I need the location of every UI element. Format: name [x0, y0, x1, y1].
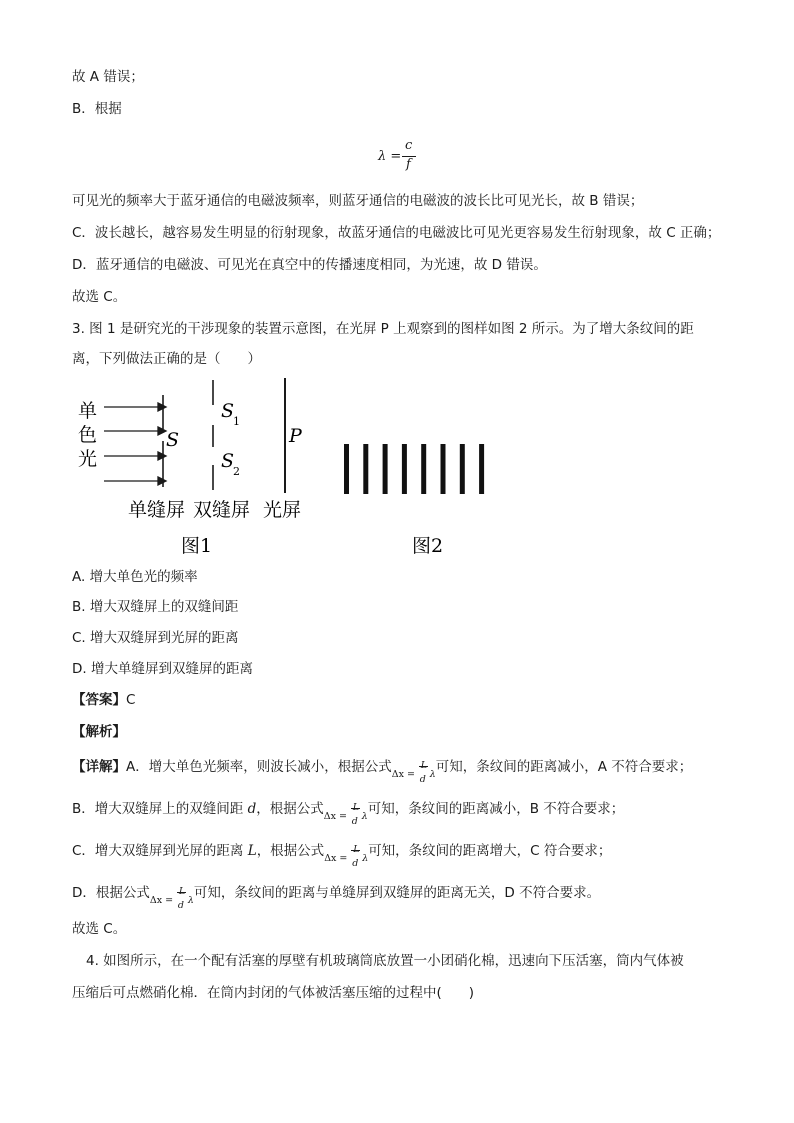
detail-b-text3: 可知，条纹间的距离减小，B 不符合要求； — [367, 801, 625, 817]
formula-denominator: d — [419, 774, 426, 785]
detail-c-text: C．增大双缝屏到光屏的距离 — [72, 843, 248, 859]
formula-lhs: Δx = — [324, 853, 348, 864]
bright-fringe — [460, 444, 465, 494]
slit-s1-subscript: 1 — [233, 415, 240, 428]
light-label-char: 色 — [78, 424, 98, 446]
formula-numerator: L — [178, 886, 186, 897]
formula-lambda: λ — [429, 769, 436, 780]
text-line: C．波长越长，越容易发生明显的衍射现象，故蓝牙通信的电磁波比可见光更容易发生衍射现象，故 C 正确； — [72, 225, 721, 241]
answer-value: C — [126, 692, 136, 708]
detail-a-text2: 可知，条纹间的距离减小，A 不符合要求； — [435, 759, 693, 775]
formula-lhs: λ = — [378, 149, 402, 164]
detail-d-text2: 可知，条纹间的距离与单缝屏到双缝屏的距离无关，D 不符合要求。 — [193, 885, 601, 901]
analysis-tag-text: 【解析】 — [72, 724, 126, 740]
bright-fringe — [383, 444, 388, 494]
question-3-line2: 离，下列做法正确的是（ ） — [72, 351, 261, 367]
formula-numerator: L — [420, 760, 428, 771]
option-b: B. 增大双缝屏上的双缝间距 — [72, 599, 239, 615]
figure-1-caption: 图1 — [181, 535, 213, 557]
fringe-spacing-formula — [324, 838, 369, 869]
bright-fringe — [441, 444, 446, 494]
label-light-screen: 光屏 — [263, 499, 302, 521]
text-line: D．蓝牙通信的电磁波、可见光在真空中的传播速度相同，为光速，故 D 错误。 — [72, 257, 547, 273]
question-3-line1: 3. 图 1 是研究光的干涉现象的装置示意图，在光屏 P 上观察到的图样如图 2 所示。为了增大条纹间的距 — [72, 321, 694, 337]
detail-a-text: A．增大单色光频率，则波长减小，根据公式 — [126, 759, 392, 775]
slit-s1-label: S — [221, 400, 235, 422]
light-arrows — [104, 403, 166, 485]
formula-denominator: d — [177, 900, 184, 911]
var-d: d — [247, 801, 257, 817]
analysis-tag — [72, 723, 126, 741]
bright-fringe — [363, 444, 368, 494]
detail-c-text3: 可知，条纹间的距离增大，C 符合要求； — [368, 843, 612, 859]
bright-fringe — [402, 444, 407, 494]
detail-b-text: B．增大双缝屏上的双缝间距 — [72, 801, 248, 817]
fringe-spacing-formula — [391, 754, 436, 785]
answer-line — [72, 691, 135, 709]
question-4-line1: 4. 如图所示，在一个配有活塞的厚壁有机玻璃筒底放置一小团硝化棉，迅速向下压活塞，筒内气体被 — [86, 953, 684, 969]
text-line: 故选 C。 — [72, 289, 127, 305]
light-label-char: 光 — [78, 448, 98, 470]
wavelength-formula — [378, 140, 438, 176]
detail-b-line — [72, 796, 625, 827]
light-label-char: 单 — [78, 400, 98, 422]
interference-figure — [70, 375, 490, 560]
figure-2-caption: 图2 — [412, 535, 444, 557]
detail-c-text2: ，根据公式 — [256, 843, 325, 859]
detail-a-line — [72, 754, 693, 785]
option-c: C. 增大双缝屏到光屏的距离 — [72, 630, 239, 646]
fringe-spacing-formula — [149, 880, 194, 911]
formula-lambda: λ — [362, 853, 369, 864]
detail-tag: 【详解】 — [72, 759, 126, 775]
formula-numerator: L — [352, 802, 360, 813]
text-line: B．根据 — [72, 101, 122, 117]
text-line: 故 A 错误； — [72, 69, 144, 85]
var-l: L — [247, 843, 257, 859]
detail-d-line — [72, 880, 601, 911]
final-answer: 故选 C。 — [72, 921, 127, 937]
formula-numerator: c — [405, 138, 413, 153]
formula-lhs: Δx = — [323, 811, 347, 822]
option-a: A. 增大单色光的频率 — [72, 569, 198, 585]
formula-numerator: L — [353, 844, 360, 855]
label-single-slit: 单缝屏 — [128, 499, 186, 521]
detail-c-line — [72, 838, 612, 869]
detail-b-text2: ，根据公式 — [256, 801, 324, 817]
bright-fringe — [421, 444, 426, 494]
text-line: 可见光的频率大于蓝牙通信的电磁波频率，则蓝牙通信的电磁波的波长比可见光长，故 B 错误； — [72, 193, 644, 209]
label-double-slit: 双缝屏 — [193, 499, 251, 521]
bright-fringe — [344, 444, 349, 494]
slit-s2-subscript: 2 — [233, 465, 240, 478]
screen-p-label: P — [289, 425, 302, 447]
formula-denominator: d — [351, 816, 358, 827]
bright-fringe — [479, 444, 484, 494]
detail-d-text: D．根据公式 — [72, 885, 150, 901]
option-d: D. 增大单缝屏到双缝屏的距离 — [72, 661, 253, 677]
fringe-pattern — [344, 444, 484, 494]
formula-denominator: f — [406, 157, 411, 172]
slit-s-label: S — [166, 429, 180, 451]
formula-lambda: λ — [187, 895, 194, 906]
formula-lhs: Δx = — [391, 769, 415, 780]
slit-s2-label: S — [221, 450, 235, 472]
fringe-spacing-formula — [323, 796, 368, 827]
question-4-line2: 压缩后可点燃硝化棉．在筒内封闭的气体被活塞压缩的过程中( ) — [72, 985, 475, 1001]
answer-tag: 【答案】 — [72, 692, 126, 708]
formula-lambda: λ — [361, 811, 368, 822]
formula-denominator: d — [352, 858, 359, 869]
formula-lhs: Δx = — [149, 895, 174, 906]
